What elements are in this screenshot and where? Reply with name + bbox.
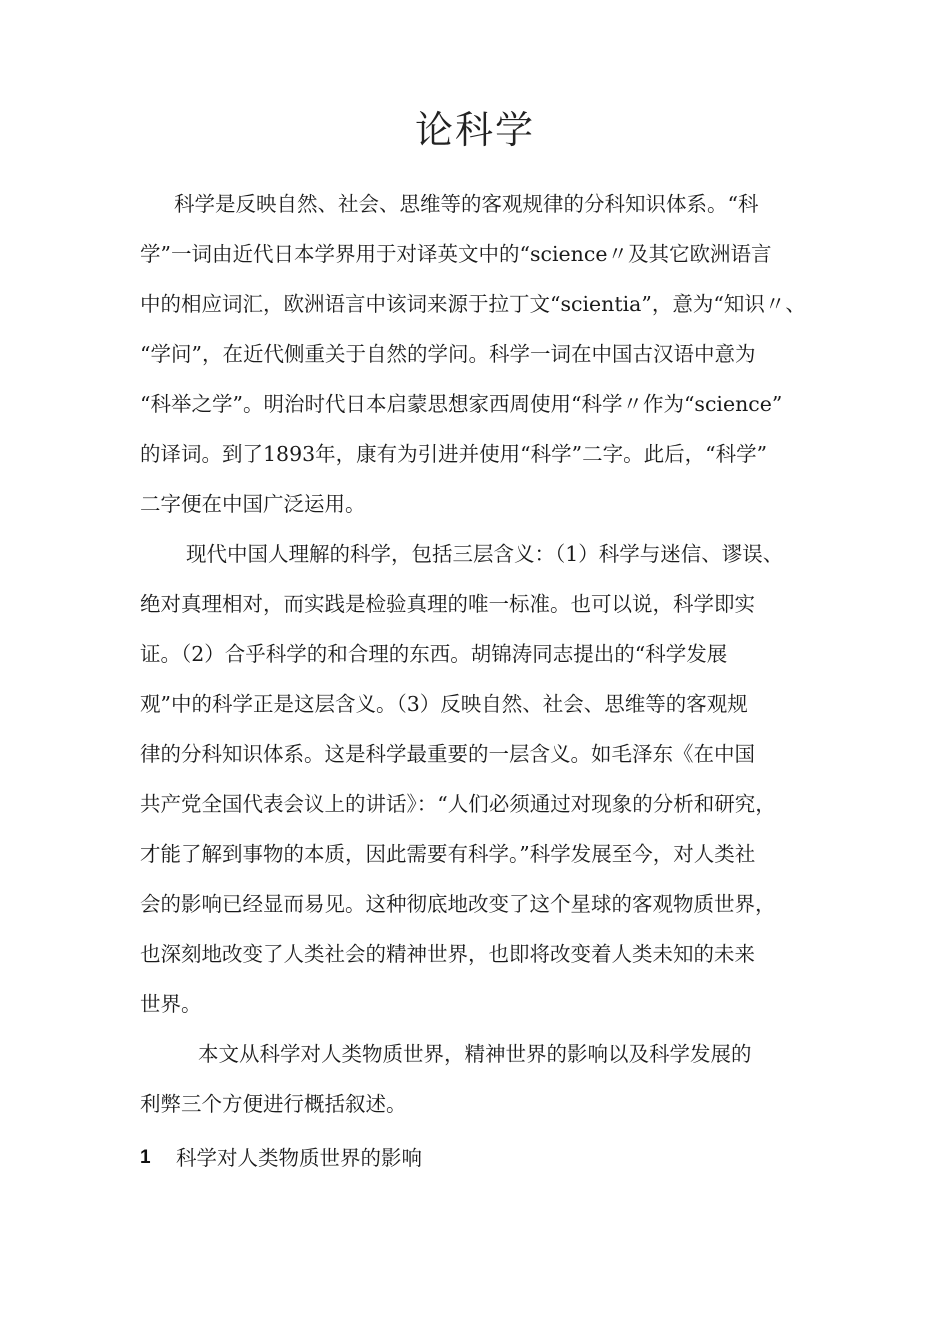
text-line: 绝对真理相对，而实践是检验真理的唯一标准。也可以说，科学即实 xyxy=(140,592,755,616)
text-line: 二字便在中国广泛运用。 xyxy=(140,492,366,516)
text-line: 世界。 xyxy=(140,992,202,1016)
text-line: 观”中的科学正是这层含义。（3）反映自然、社会、思维等的客观规 xyxy=(140,692,748,716)
text-line: “科举之学”。明治时代日本启蒙思想家西周使用“科学〃作为“science” xyxy=(140,392,783,416)
section-number: 1 xyxy=(140,1147,151,1168)
text-line: 律的分科知识体系。这是科学最重要的一层含义。如毛泽东《在中国 xyxy=(140,742,755,766)
text-line: 科学是反映自然、社会、思维等的客观规律的分科知识体系。“科 xyxy=(174,192,759,216)
text-line: 中的相应词汇，欧洲语言中该词来源于拉丁文“scientia”，意为“知识〃、 xyxy=(140,292,806,316)
text-line: 本文从科学对人类物质世界，精神世界的影响以及科学发展的 xyxy=(198,1042,752,1066)
section-title: 科学对人类物质世界的影响 xyxy=(176,1146,422,1170)
text-line: 现代中国人理解的科学，包括三层含义：（1）科学与迷信、谬误、 xyxy=(186,542,784,566)
text-line: “学问”，在近代侧重关于自然的学问。科学一词在中国古汉语中意为 xyxy=(140,342,756,366)
page-title: 论科学 xyxy=(414,108,535,152)
text-line: 才能了解到事物的本质，因此需要有科学。”科学发展至今，对人类社 xyxy=(140,842,756,866)
text-line: 证。（2）合乎科学的和合理的东西。胡锦涛同志提出的“科学发展 xyxy=(140,642,728,666)
text-line: 共产党全国代表会议上的讲话》：“人们必须通过对现象的分析和研究， xyxy=(140,792,776,816)
text-line: 利弊三个方便进行概括叙述。 xyxy=(140,1092,407,1116)
text-line: 学”一词由近代日本学界用于对译英文中的“science〃及其它欧洲语言 xyxy=(140,242,772,266)
text-line: 也深刻地改变了人类社会的精神世界，也即将改变着人类未知的未来 xyxy=(140,942,755,966)
text-line: 的译词。到了1893年，康有为引进并使用“科学”二字。此后，“科学” xyxy=(140,442,768,466)
text-line: 会的影响已经显而易见。这种彻底地改变了这个星球的客观物质世界， xyxy=(140,892,776,916)
